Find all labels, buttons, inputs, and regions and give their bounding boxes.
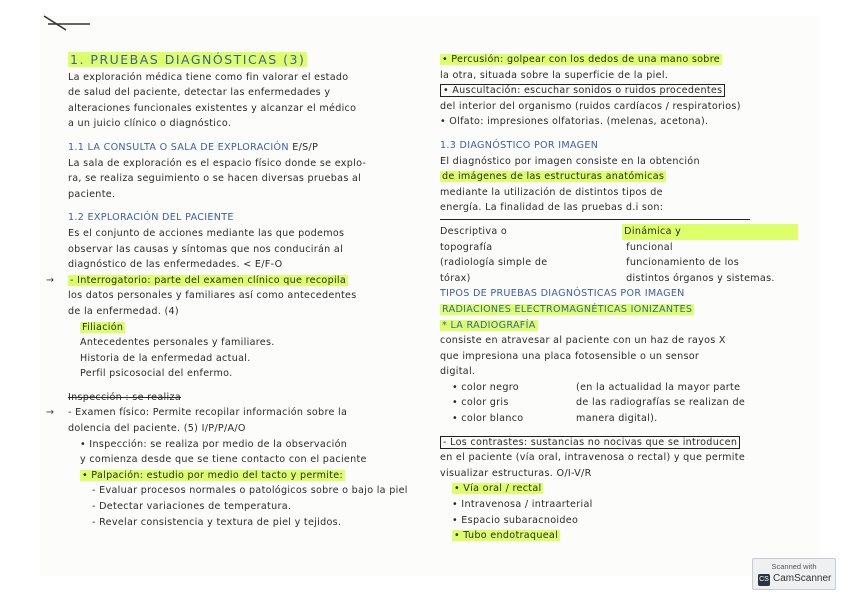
section-1-3-title: 1.3 DIAGNÓSTICO POR IMAGEN bbox=[440, 139, 599, 151]
body-line: La sala de exploración es el espacio físico donde se explo- bbox=[68, 157, 367, 169]
body-line: visualizar estructuras. O/I-V/R bbox=[440, 467, 592, 479]
table-row bbox=[440, 224, 798, 240]
bullet-item: Perfil psicosocial del enfermo. bbox=[80, 368, 233, 380]
palpacion-item: - Detectar variaciones de temperatura. bbox=[92, 501, 292, 513]
radiografia-title: * LA RADIOGRAFÍA bbox=[442, 319, 536, 331]
interrogatorio-line: - Interrogatorio: parte del examen clínico que recopila bbox=[70, 274, 347, 286]
divider-line bbox=[440, 219, 750, 220]
body-line: y comienza desde que se tiene contacto con el paciente bbox=[80, 454, 367, 466]
right-column bbox=[440, 52, 798, 544]
auscultacion-line: • Auscultación: escuchar sonidos o ruidos procedentes bbox=[440, 84, 725, 97]
via-item: • Tubo endotraqueal bbox=[454, 530, 559, 542]
table-cell: tórax) bbox=[440, 272, 471, 284]
body-line: mediante la utilización de distintos tipos de bbox=[440, 186, 663, 198]
color-row bbox=[440, 395, 798, 411]
body-line: energía. La finalidad de las pruebas d.i son: bbox=[440, 202, 664, 214]
body-line: ra, se realiza seguimiento o se hacen diversas pruebas al bbox=[68, 173, 362, 185]
body-line: de la enfermedad. (4) bbox=[68, 305, 179, 317]
section-1-2-title: 1.2 EXPLORACIÓN DEL PACIENTE bbox=[68, 212, 234, 224]
body-line: en el paciente (vía oral, intravenosa o rectal) y que permite bbox=[440, 452, 746, 464]
section-1-1-tag: E/S/P bbox=[292, 141, 319, 153]
body-line: de imágenes de las estructuras anatómicas bbox=[442, 171, 665, 183]
body-line: consiste en atravesar al paciente con un haz de rayos X bbox=[440, 335, 726, 347]
color-row bbox=[440, 380, 798, 396]
table-cell: distintos órganos y sistemas. bbox=[626, 272, 775, 284]
contrastes-line: - Los contrastes: sustancias no nocivas que se introducen bbox=[440, 436, 740, 449]
camscanner-badge bbox=[752, 558, 836, 590]
table-row bbox=[440, 255, 798, 271]
palpacion-line: • Palpación: estudio por medio del tacto y permite: bbox=[82, 469, 344, 481]
tipos-subheading: RADIACIONES ELECTROMAGNÉTICAS IONIZANTES bbox=[442, 303, 693, 315]
color-note: (en la actualidad la mayor parte bbox=[576, 381, 741, 393]
arrow-icon: → bbox=[46, 274, 55, 286]
body-line: diagnóstico de las enfermedades. bbox=[68, 259, 240, 271]
palpacion-item: - Evaluar procesos normales o patológicos sobre o bajo la piel bbox=[92, 485, 408, 497]
body-line: los datos personales y familiares así como antecedentes bbox=[68, 290, 357, 302]
color-note: de las radiografías se realizan de bbox=[576, 397, 746, 409]
bullet-item: Antecedentes personales y familiares. bbox=[80, 337, 275, 349]
badge-brand: CamScanner bbox=[773, 573, 832, 584]
bullet-item: Historia de la enfermedad actual. bbox=[80, 352, 251, 364]
color-item: • color gris bbox=[452, 397, 509, 409]
intro-line: de salud del paciente, detectar las enfermedades y bbox=[68, 87, 331, 99]
badge-caption: Scanned with bbox=[771, 562, 817, 571]
inspeccion-line: • Inspección: se realiza por medio de la observación bbox=[80, 438, 348, 450]
section-1-2-tag: < E/F-O bbox=[243, 259, 283, 271]
color-item: • color negro bbox=[452, 381, 519, 393]
intro-line: La exploración médica tiene como fin valorar el estado bbox=[68, 71, 349, 83]
bullet-item: Filiación bbox=[82, 321, 124, 333]
olfato-line: • Olfato: impresiones olfatorias. (melenas, acetona). bbox=[440, 116, 709, 128]
tipos-heading: TIPOS DE PRUEBAS DIAGNÓSTICAS POR IMAGEN bbox=[440, 288, 685, 300]
table-cell: funcional bbox=[626, 241, 673, 253]
via-item: • Intravenosa / intraarterial bbox=[452, 499, 593, 511]
body-line: Es el conjunto de acciones mediante las que podemos bbox=[68, 227, 345, 239]
arrow-icon: → bbox=[46, 407, 55, 419]
body-line: la otra, situada sobre la superficie de la piel. bbox=[440, 69, 669, 81]
table-cell: (radiología simple de bbox=[440, 257, 548, 269]
via-item: • Espacio subaracnoideo bbox=[452, 514, 579, 526]
body-line: dolencia del paciente. (5) I/P/P/A/O bbox=[68, 423, 246, 435]
color-row bbox=[440, 411, 798, 427]
percusion-line: • Percusión: golpear con los dedos de una mano sobre bbox=[442, 54, 720, 65]
body-line: observar las causas y síntomas que nos conducirán al bbox=[68, 243, 344, 255]
body-line: El diagnóstico por imagen consiste en la obtención bbox=[440, 155, 700, 167]
table-row bbox=[440, 240, 798, 256]
palpacion-item: - Revelar consistencia y textura de piel y tejidos. bbox=[92, 516, 342, 528]
via-item: • Vía oral / rectal bbox=[454, 483, 542, 495]
body-line: que impresiona una placa fotosensible o un sensor bbox=[440, 350, 700, 362]
section-1-1-title: 1.1 LA CONSULTA O SALA DE EXPLORACIÓN bbox=[68, 141, 289, 153]
intro-line: alteraciones funcionales existentes y alcanzar el médico bbox=[68, 102, 357, 114]
table-cell: topografía bbox=[440, 241, 493, 253]
color-note: manera digital). bbox=[576, 413, 658, 425]
crossed-out-text: Inspección : se realiza bbox=[68, 391, 182, 403]
body-line: del interior del organismo (ruidos cardíacos / respiratorios) bbox=[440, 100, 741, 112]
camscanner-logo-icon: CS bbox=[758, 574, 770, 586]
intro-line: a un juicio clínico o diagnóstico. bbox=[68, 118, 232, 130]
table-cell: funcionamiento de los bbox=[626, 257, 740, 269]
body-line: paciente. bbox=[68, 188, 116, 200]
body-line: digital. bbox=[440, 366, 476, 378]
corner-scribble bbox=[40, 10, 100, 36]
examen-fisico-line: - Examen físico: Permite recopilar información sobre la bbox=[68, 407, 348, 419]
table-row bbox=[440, 271, 798, 287]
table-cell: Descriptiva o bbox=[440, 225, 508, 237]
left-column bbox=[46, 52, 420, 530]
table-cell: Dinámica y bbox=[622, 224, 798, 240]
main-title: 1. PRUEBAS DIAGNÓSTICAS (3) bbox=[70, 52, 306, 67]
color-item: • color blanco bbox=[452, 413, 524, 425]
